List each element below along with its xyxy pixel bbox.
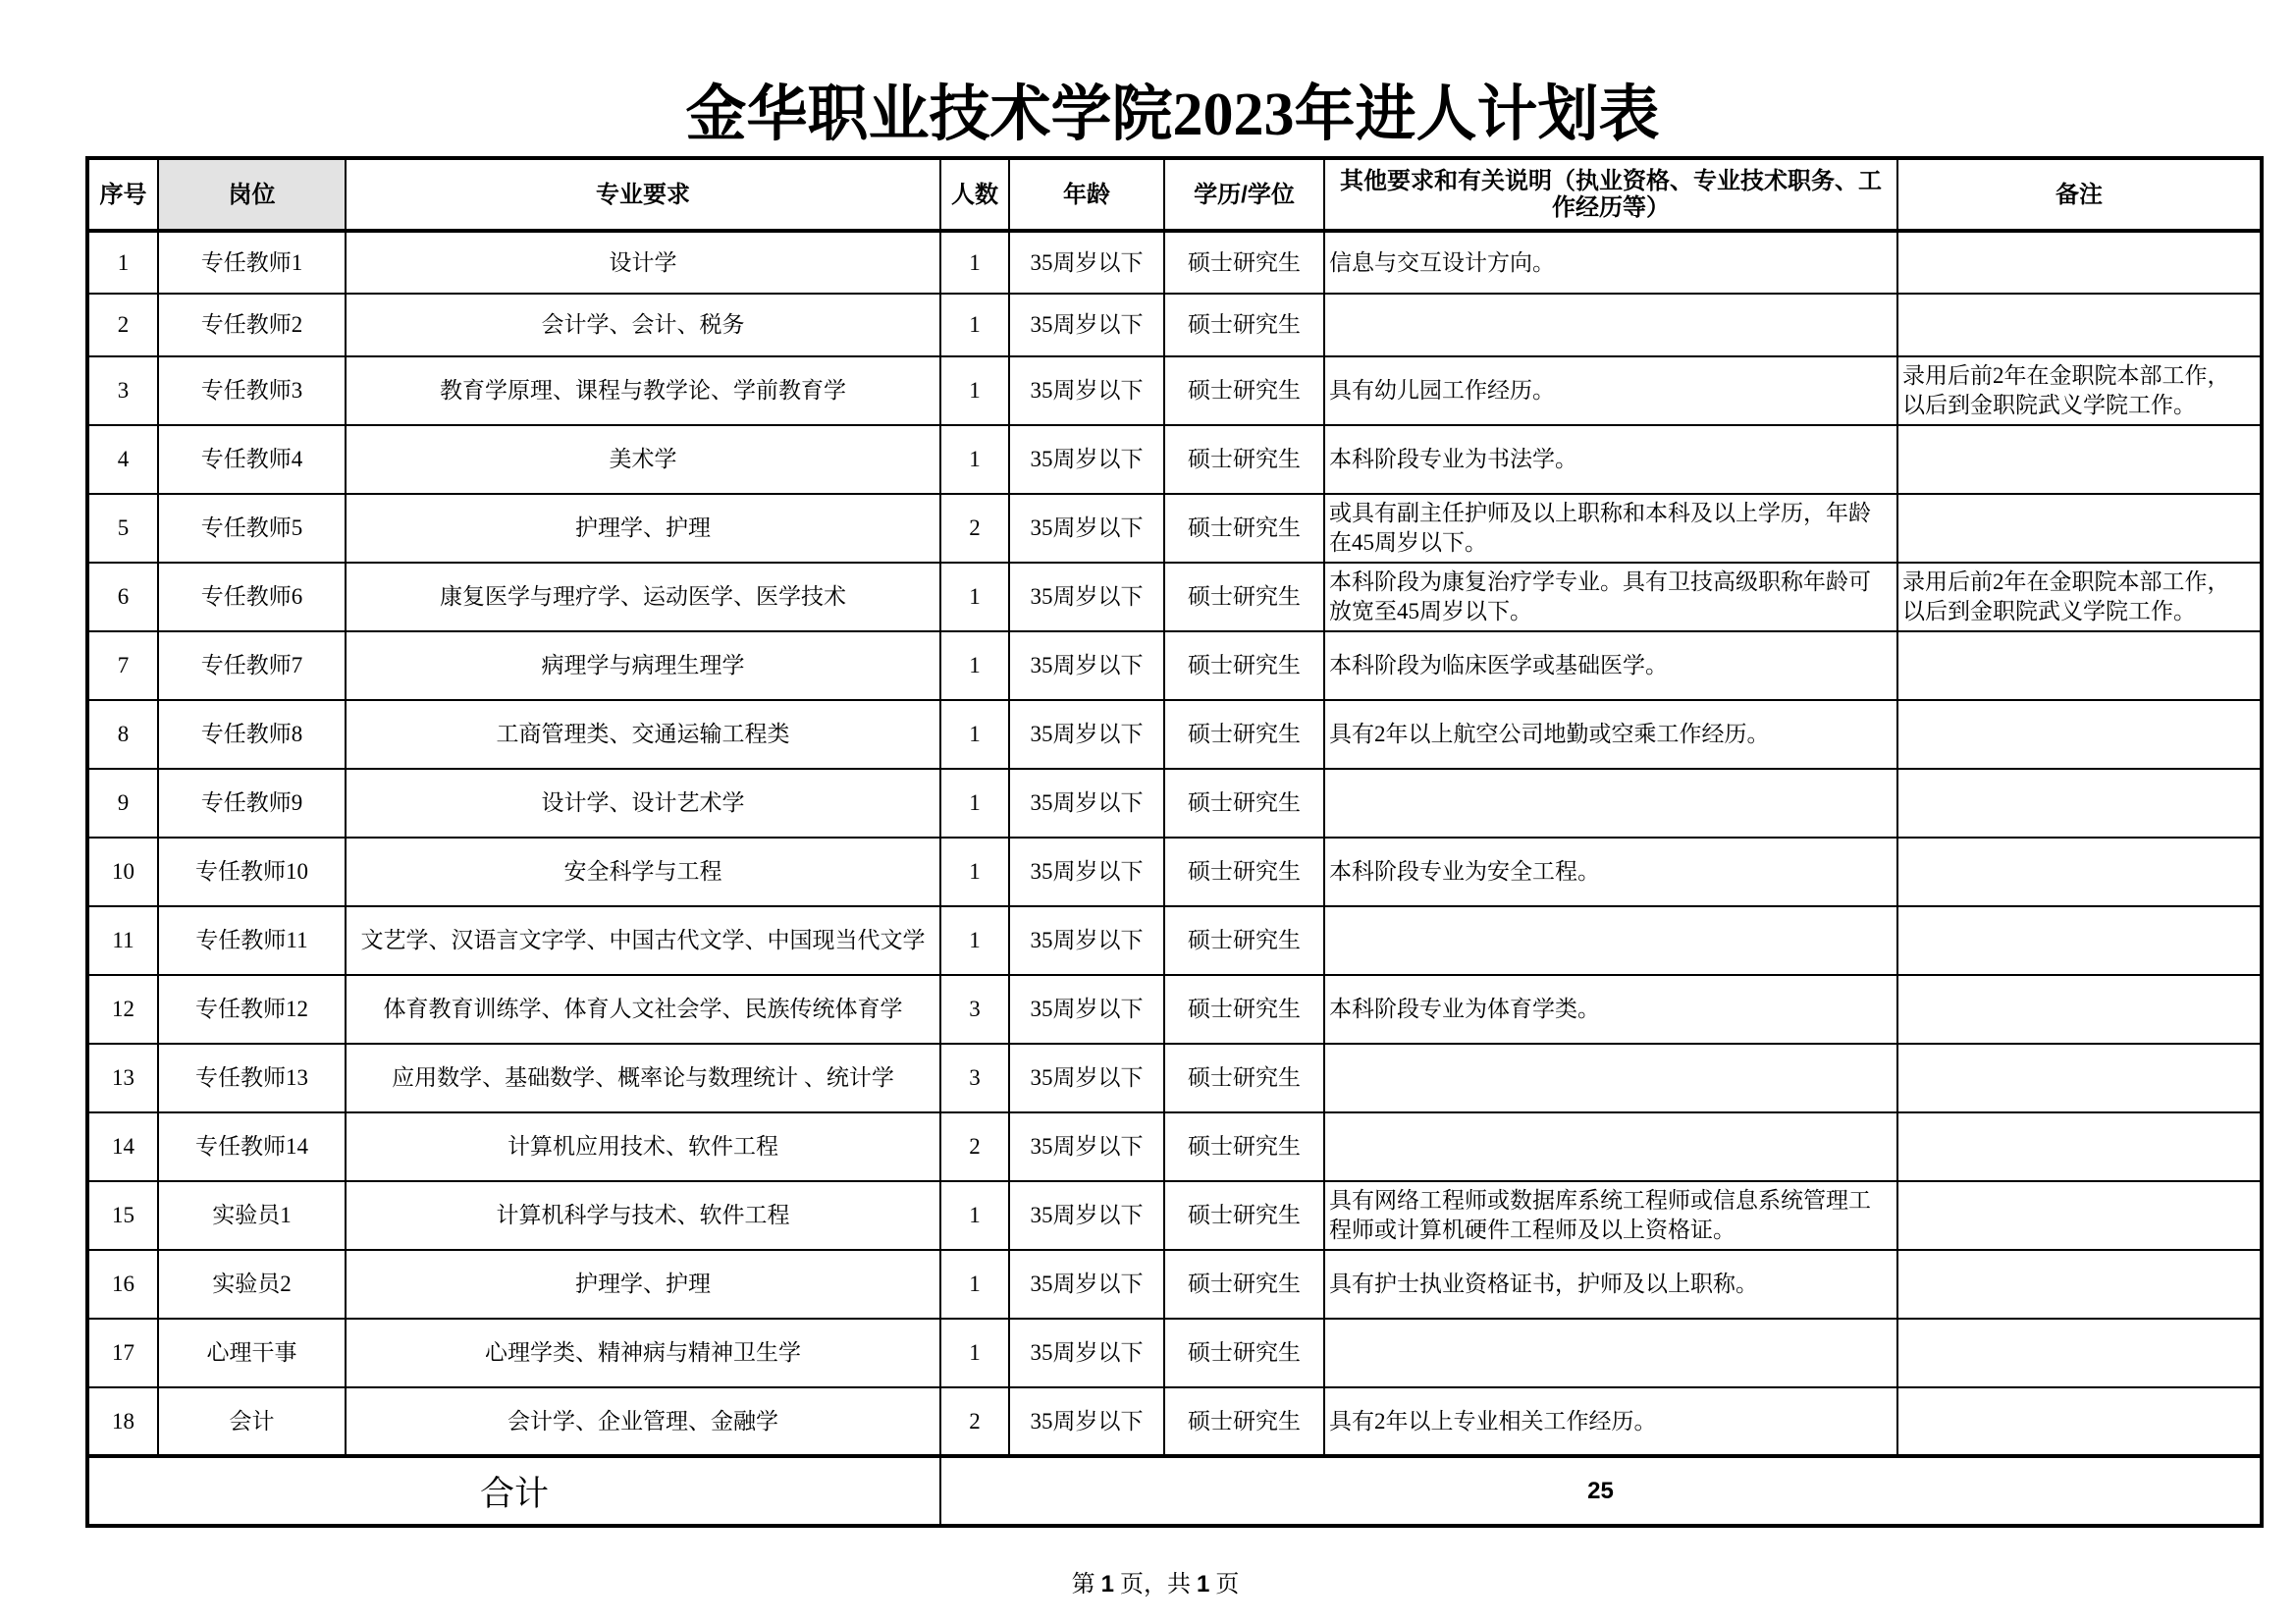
cell-other [1324,1319,1897,1387]
cell-position: 专任教师7 [158,631,346,700]
cell-major: 会计学、企业管理、金融学 [346,1387,940,1456]
cell-position: 专任教师10 [158,838,346,906]
cell-count: 1 [940,1250,1009,1319]
cell-age: 35周岁以下 [1009,975,1164,1044]
cell-position: 专任教师8 [158,700,346,769]
cell-other: 具有幼儿园工作经历。 [1324,356,1897,425]
table-row [87,563,2262,631]
cell-major: 计算机科学与技术、软件工程 [346,1181,940,1250]
cell-age: 35周岁以下 [1009,838,1164,906]
cell-position: 心理干事 [158,1319,346,1387]
cell-position: 专任教师6 [158,563,346,631]
cell-remark [1897,1387,2262,1456]
table-row [87,1387,2262,1456]
cell-count: 1 [940,769,1009,838]
cell-position: 专任教师11 [158,906,346,975]
cell-no: 16 [87,1250,158,1319]
cell-degree: 硕士研究生 [1164,1044,1324,1112]
cell-age: 35周岁以下 [1009,1250,1164,1319]
cell-no: 1 [87,231,158,294]
total-row [87,1456,2262,1526]
cell-age: 35周岁以下 [1009,769,1164,838]
header-position: 岗位 [158,158,346,231]
cell-count: 3 [940,975,1009,1044]
cell-remark: 录用后前2年在金职院本部工作，以后到金职院武义学院工作。 [1897,356,2262,425]
table-row [87,975,2262,1044]
table-row [87,425,2262,494]
cell-count: 1 [940,425,1009,494]
cell-degree: 硕士研究生 [1164,231,1324,294]
header-degree: 学历/学位 [1164,158,1324,231]
cell-remark [1897,294,2262,356]
cell-no: 12 [87,975,158,1044]
cell-count: 2 [940,494,1009,563]
cell-major: 体育教育训练学、体育人文社会学、民族传统体育学 [346,975,940,1044]
cell-degree: 硕士研究生 [1164,294,1324,356]
cell-major: 设计学、设计艺术学 [346,769,940,838]
cell-major: 工商管理类、交通运输工程类 [346,700,940,769]
cell-position: 专任教师2 [158,294,346,356]
cell-major: 教育学原理、课程与教学论、学前教育学 [346,356,940,425]
cell-position: 专任教师12 [158,975,346,1044]
header-other-requirements: 其他要求和有关说明（执业资格、专业技术职务、工作经历等） [1324,158,1897,231]
cell-age: 35周岁以下 [1009,700,1164,769]
cell-major: 美术学 [346,425,940,494]
cell-degree: 硕士研究生 [1164,356,1324,425]
cell-other: 信息与交互设计方向。 [1324,231,1897,294]
table-row [87,231,2262,294]
total-value: 25 [940,1456,2262,1526]
cell-remark [1897,631,2262,700]
cell-count: 1 [940,1319,1009,1387]
cell-count: 1 [940,1181,1009,1250]
cell-age: 35周岁以下 [1009,1387,1164,1456]
cell-age: 35周岁以下 [1009,356,1164,425]
cell-major: 护理学、护理 [346,1250,940,1319]
header-age: 年龄 [1009,158,1164,231]
table-row [87,906,2262,975]
cell-degree: 硕士研究生 [1164,769,1324,838]
header-remark: 备注 [1897,158,2262,231]
cell-count: 1 [940,906,1009,975]
cell-major: 计算机应用技术、软件工程 [346,1112,940,1181]
page-title: 金华职业技术学院2023年进人计划表 [685,81,1660,148]
table-row [87,769,2262,838]
cell-other: 具有网络工程师或数据库系统工程师或信息系统管理工程师或计算机硬件工程师及以上资格证。 [1324,1181,1897,1250]
cell-age: 35周岁以下 [1009,563,1164,631]
cell-degree: 硕士研究生 [1164,494,1324,563]
cell-no: 7 [87,631,158,700]
cell-position: 专任教师14 [158,1112,346,1181]
cell-major: 病理学与病理生理学 [346,631,940,700]
header-count: 人数 [940,158,1009,231]
cell-degree: 硕士研究生 [1164,1112,1324,1181]
cell-remark [1897,1181,2262,1250]
cell-degree: 硕士研究生 [1164,1387,1324,1456]
cell-age: 35周岁以下 [1009,1181,1164,1250]
cell-age: 35周岁以下 [1009,1044,1164,1112]
cell-no: 9 [87,769,158,838]
cell-other: 本科阶段为康复治疗学专业。具有卫技高级职称年龄可放宽至45周岁以下。 [1324,563,1897,631]
cell-count: 1 [940,563,1009,631]
cell-degree: 硕士研究生 [1164,1250,1324,1319]
footer-suffix: 页 [1209,1572,1240,1597]
cell-no: 6 [87,563,158,631]
header-row [87,158,2262,231]
cell-major: 心理学类、精神病与精神卫生学 [346,1319,940,1387]
cell-position: 专任教师5 [158,494,346,563]
cell-position: 专任教师4 [158,425,346,494]
cell-other: 具有2年以上航空公司地勤或空乘工作经历。 [1324,700,1897,769]
table-row [87,1112,2262,1181]
cell-age: 35周岁以下 [1009,294,1164,356]
table-row [87,631,2262,700]
footer-page-number: 1 [1100,1571,1114,1597]
table-row [87,700,2262,769]
cell-age: 35周岁以下 [1009,1112,1164,1181]
cell-degree: 硕士研究生 [1164,906,1324,975]
cell-no: 18 [87,1387,158,1456]
cell-remark [1897,1250,2262,1319]
cell-position: 专任教师1 [158,231,346,294]
cell-major: 安全科学与工程 [346,838,940,906]
table-row [87,1044,2262,1112]
cell-degree: 硕士研究生 [1164,425,1324,494]
table-row [87,356,2262,425]
cell-other: 本科阶段专业为体育学类。 [1324,975,1897,1044]
cell-position: 会计 [158,1387,346,1456]
footer-total-pages: 1 [1197,1571,1210,1597]
table-row [87,494,2262,563]
cell-no: 3 [87,356,158,425]
cell-other [1324,906,1897,975]
table-body [87,231,2262,1456]
cell-degree: 硕士研究生 [1164,1319,1324,1387]
cell-major: 康复医学与理疗学、运动医学、医学技术 [346,563,940,631]
cell-remark [1897,1112,2262,1181]
cell-other: 本科阶段为临床医学或基础医学。 [1324,631,1897,700]
cell-degree: 硕士研究生 [1164,1181,1324,1250]
table-row [87,838,2262,906]
cell-degree: 硕士研究生 [1164,700,1324,769]
cell-no: 15 [87,1181,158,1250]
cell-remark [1897,838,2262,906]
recruitment-plan-table [85,156,2264,1528]
cell-position: 专任教师9 [158,769,346,838]
cell-remark: 录用后前2年在金职院本部工作，以后到金职院武义学院工作。 [1897,563,2262,631]
cell-age: 35周岁以下 [1009,425,1164,494]
cell-remark [1897,231,2262,294]
cell-major: 文艺学、汉语言文字学、中国古代文学、中国现当代文学 [346,906,940,975]
total-label: 合计 [87,1456,940,1526]
cell-count: 2 [940,1112,1009,1181]
cell-remark [1897,1044,2262,1112]
cell-remark [1897,1319,2262,1387]
cell-remark [1897,906,2262,975]
cell-other: 具有护士执业资格证书，护师及以上职称。 [1324,1250,1897,1319]
cell-other [1324,769,1897,838]
footer-middle: 页，共 [1114,1572,1197,1597]
cell-count: 3 [940,1044,1009,1112]
footer-prefix: 第 [1071,1572,1101,1597]
cell-remark [1897,494,2262,563]
cell-position: 专任教师13 [158,1044,346,1112]
cell-degree: 硕士研究生 [1164,838,1324,906]
cell-major: 护理学、护理 [346,494,940,563]
cell-other [1324,294,1897,356]
table-row [87,1319,2262,1387]
cell-degree: 硕士研究生 [1164,631,1324,700]
cell-no: 4 [87,425,158,494]
cell-position: 实验员1 [158,1181,346,1250]
cell-degree: 硕士研究生 [1164,563,1324,631]
cell-major: 应用数学、基础数学、概率论与数理统计 、统计学 [346,1044,940,1112]
cell-major: 会计学、会计、税务 [346,294,940,356]
cell-age: 35周岁以下 [1009,1319,1164,1387]
cell-remark [1897,769,2262,838]
cell-count: 1 [940,231,1009,294]
cell-age: 35周岁以下 [1009,494,1164,563]
cell-age: 35周岁以下 [1009,631,1164,700]
cell-remark [1897,975,2262,1044]
cell-other [1324,1112,1897,1181]
cell-no: 2 [87,294,158,356]
cell-no: 17 [87,1319,158,1387]
cell-no: 13 [87,1044,158,1112]
cell-other: 具有2年以上专业相关工作经历。 [1324,1387,1897,1456]
cell-major: 设计学 [346,231,940,294]
cell-count: 1 [940,356,1009,425]
cell-no: 8 [87,700,158,769]
cell-count: 1 [940,631,1009,700]
cell-no: 14 [87,1112,158,1181]
cell-no: 10 [87,838,158,906]
cell-position: 实验员2 [158,1250,346,1319]
cell-remark [1897,700,2262,769]
cell-count: 1 [940,838,1009,906]
cell-other [1324,1044,1897,1112]
cell-position: 专任教师3 [158,356,346,425]
cell-count: 2 [940,1387,1009,1456]
cell-age: 35周岁以下 [1009,906,1164,975]
cell-other: 本科阶段专业为安全工程。 [1324,838,1897,906]
cell-no: 11 [87,906,158,975]
page-footer [0,1570,2296,1599]
cell-other: 本科阶段专业为书法学。 [1324,425,1897,494]
header-no: 序号 [87,158,158,231]
table-row [87,294,2262,356]
cell-age: 35周岁以下 [1009,231,1164,294]
header-major: 专业要求 [346,158,940,231]
table-row [87,1250,2262,1319]
cell-remark [1897,425,2262,494]
cell-count: 1 [940,700,1009,769]
cell-other: 或具有副主任护师及以上职称和本科及以上学历，年龄在45周岁以下。 [1324,494,1897,563]
cell-count: 1 [940,294,1009,356]
table-row [87,1181,2262,1250]
cell-no: 5 [87,494,158,563]
cell-degree: 硕士研究生 [1164,975,1324,1044]
